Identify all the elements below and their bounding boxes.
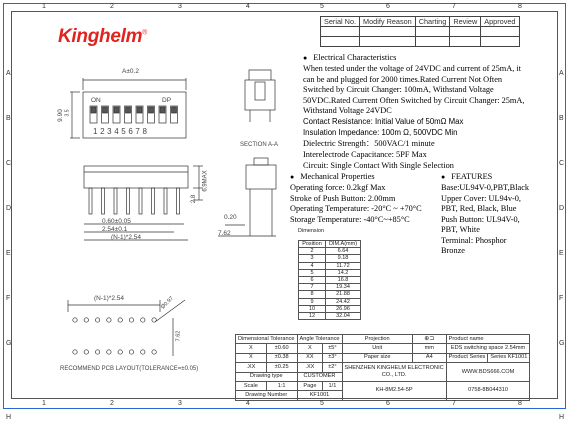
grid-col-bottom-6: 6 bbox=[386, 400, 390, 407]
pcb-hole bbox=[73, 350, 77, 354]
dim-max-label: 6.9MAX bbox=[202, 170, 209, 192]
pcb-hole bbox=[141, 318, 145, 322]
dim-a-value: 14.2 bbox=[326, 269, 361, 276]
electrical-line: Switched by Circuit Changer: 100mA, Withstand Voltage bbox=[303, 85, 494, 94]
drawing-number-label: Drawing Number bbox=[236, 391, 298, 400]
dimension-row bbox=[299, 262, 361, 269]
pin-4 bbox=[127, 188, 130, 214]
feature-line: PBT, White bbox=[441, 225, 480, 234]
dielectric-strength: Dielectric Strength：500VAC/1 minute bbox=[303, 139, 435, 148]
feature-line: Base:UL94V-0,PBT,Black bbox=[441, 183, 530, 192]
grid-row-left-B: B bbox=[6, 115, 11, 122]
contact-resistance: Contact Resistance: Initial Value of 50mΩ Max bbox=[303, 117, 464, 126]
pin-8 bbox=[177, 188, 180, 214]
pcb-hole bbox=[95, 350, 99, 354]
pcb-hole bbox=[84, 350, 88, 354]
dim-a-value: 16.8 bbox=[326, 276, 361, 283]
grid-col-bottom-5: 5 bbox=[320, 400, 324, 407]
insulation-impedance: Insulation Impedance: 100m Ω, 500VDC Min bbox=[303, 128, 458, 137]
electrical-line: 50VDC.Rated Current Often Switched by Circuit Changer: 25mA, bbox=[303, 95, 525, 105]
dimension-row bbox=[299, 276, 361, 283]
pcb-dia-label: Ø0.97 bbox=[160, 295, 175, 311]
projection-label: Projection bbox=[342, 335, 412, 344]
scale-value: 1:1 bbox=[266, 381, 297, 390]
dim-pin-label: 0.60±0.05 bbox=[102, 218, 131, 225]
feature-line: Terminal: Phosphor bbox=[441, 235, 507, 245]
dip-knob-5 bbox=[137, 107, 142, 113]
pcb-hole bbox=[84, 318, 88, 322]
grid-col-bottom-8: 8 bbox=[518, 400, 522, 407]
unit-label: Unit bbox=[342, 344, 412, 353]
grid-col-top-5: 5 bbox=[320, 3, 324, 10]
dim-pitch-label: 2.54±0.1 bbox=[102, 226, 128, 233]
grid-col-bottom-3: 3 bbox=[178, 400, 182, 407]
ang-x-val: ±5° bbox=[323, 344, 342, 353]
dip-knob-3 bbox=[114, 107, 119, 113]
paper-size-label: Paper size bbox=[342, 353, 412, 362]
pcb-hole bbox=[152, 350, 156, 354]
pin-2 bbox=[102, 188, 105, 214]
ang-dotxx-val: ±2° bbox=[323, 363, 342, 372]
part-number: KH-8M2.54-5P bbox=[342, 381, 446, 400]
dimension-row bbox=[299, 312, 361, 319]
pin-7 bbox=[164, 188, 167, 214]
tol-dotxx: .XX bbox=[236, 363, 267, 372]
paper-size-value: A4 bbox=[412, 353, 446, 362]
pcb-hole bbox=[129, 350, 133, 354]
grid-row-right-A: A bbox=[559, 70, 564, 77]
pcb-hole bbox=[141, 350, 145, 354]
mechanical-heading: ● Mechanical Properties bbox=[290, 172, 375, 181]
electrical-line: can be and plugged for 2000 times.Rated Current Not Often bbox=[303, 74, 503, 84]
pcb-hole bbox=[95, 318, 99, 322]
grid-row-left-F: F bbox=[6, 295, 11, 302]
page-label: Page bbox=[297, 381, 323, 390]
position-value: 2 bbox=[299, 248, 326, 255]
feature-line: Bronze bbox=[441, 246, 465, 255]
mechanical-line: Operating Temperature: -20°C ~ +70°C bbox=[290, 204, 422, 213]
grid-row-left-H: H bbox=[6, 414, 12, 421]
section-label: SECTION A-A bbox=[240, 142, 279, 148]
unit-value: mm bbox=[412, 344, 446, 353]
position-value: 12 bbox=[299, 312, 326, 319]
dimension-row bbox=[299, 248, 361, 255]
electrical-line: Withstand Voltage 24VDC bbox=[303, 106, 392, 115]
dim-a-value: 26.96 bbox=[326, 305, 361, 312]
dip-knob-8 bbox=[172, 107, 177, 113]
mechanical-line: Stroke of Push Button: 2.00mm bbox=[290, 193, 396, 203]
grid-row-right-G: G bbox=[559, 340, 565, 347]
grid-col-top-2: 2 bbox=[110, 3, 114, 10]
position-value: 10 bbox=[299, 305, 326, 312]
tol-xx: X bbox=[236, 353, 267, 362]
dim-a-value: 6.64 bbox=[326, 248, 361, 255]
pcb-hole bbox=[107, 350, 111, 354]
title-block bbox=[235, 334, 530, 401]
pin-1 bbox=[89, 188, 92, 214]
dip-knob-6 bbox=[149, 107, 154, 113]
scale-label: Scale bbox=[236, 381, 267, 390]
pcb-hole bbox=[118, 350, 122, 354]
grid-row-left-E: E bbox=[6, 250, 11, 257]
dim-28-label: 2.8 bbox=[191, 194, 198, 204]
grid-col-bottom-1: 1 bbox=[42, 400, 46, 407]
grid-row-left-D: D bbox=[6, 205, 12, 212]
interelectrode-capacitance: Interelectrode Capacitance: 5PF Max bbox=[303, 150, 427, 159]
dim-a-value: 21.88 bbox=[326, 291, 361, 298]
dimension-title: Dimension bbox=[298, 228, 324, 234]
dim-a-value: 19.34 bbox=[326, 284, 361, 291]
dimension-row bbox=[299, 305, 361, 312]
switch-numbers: 1 2 3 4 5 6 7 8 bbox=[93, 127, 148, 136]
pcb-hole bbox=[107, 318, 111, 322]
pcb-hole bbox=[129, 318, 133, 322]
feature-line: PBT, Red, Black, Blue bbox=[441, 204, 517, 213]
position-value: 8 bbox=[299, 291, 326, 298]
grid-row-right-C: C bbox=[559, 160, 565, 167]
dim-a-value: 11.72 bbox=[326, 262, 361, 269]
grid-col-top-7: 7 bbox=[452, 3, 456, 10]
grid-row-left-A: A bbox=[6, 70, 11, 77]
grid-col-top-3: 3 bbox=[178, 3, 182, 10]
projection-symbol: ⊕⊐ bbox=[412, 335, 446, 344]
position-value: 9 bbox=[299, 298, 326, 305]
mechanical-line: Storage Temperature: -40°C~+85°C bbox=[290, 214, 410, 224]
dim-a-value: 9.18 bbox=[326, 255, 361, 262]
grid-row-right-B: B bbox=[559, 115, 564, 122]
grid-row-right-F: F bbox=[559, 295, 564, 302]
dim-header-dima: DIM.A(mm) bbox=[326, 241, 361, 248]
dp-label: DP bbox=[162, 97, 172, 104]
dim-tolerance-header: Dimensional Tolerance bbox=[236, 335, 298, 344]
dim-a-value: 24.42 bbox=[326, 298, 361, 305]
pcb-hole bbox=[73, 318, 77, 322]
pin-5 bbox=[139, 188, 142, 214]
ang-xx: XX bbox=[297, 353, 323, 362]
grid-row-left-G: G bbox=[6, 340, 12, 347]
grid-row-right-E: E bbox=[559, 250, 564, 257]
dimension-row bbox=[299, 269, 361, 276]
position-value: 4 bbox=[299, 262, 326, 269]
electrical-heading: ● Electrical Characteristics bbox=[303, 53, 396, 63]
dip-knob-4 bbox=[126, 107, 131, 113]
pcb-caption: RECOMMEND PCB LAYOUT(TOLERANCE=±0.05) bbox=[60, 366, 199, 372]
position-value: 6 bbox=[299, 276, 326, 283]
product-series-label: Product Series bbox=[446, 353, 488, 362]
pcb-762-label: 7.62 bbox=[175, 330, 182, 342]
drawing-type-label: Drawing type bbox=[236, 372, 298, 381]
product-series-value: Series KF1001 bbox=[488, 353, 530, 362]
angle-tolerance-header: Angle Tolerance bbox=[297, 335, 342, 344]
on-label: ON bbox=[91, 97, 101, 104]
rev-header-serial: Serial No. bbox=[321, 17, 360, 27]
brand-logo: Kinghelm® bbox=[58, 26, 148, 47]
grid-col-top-4: 4 bbox=[246, 3, 250, 10]
dimension-row bbox=[299, 291, 361, 298]
dim-020-label: 0.20 bbox=[224, 214, 237, 221]
tol-x: X bbox=[236, 344, 267, 353]
product-description: EDS switching space 2.54mm bbox=[446, 344, 530, 353]
grid-col-top-1: 1 bbox=[42, 3, 46, 10]
tol-x-val: ±0.60 bbox=[266, 344, 297, 353]
grid-col-top-8: 8 bbox=[518, 3, 522, 10]
grid-col-top-6: 6 bbox=[386, 3, 390, 10]
feature-line: Push Button: UL94V-0, bbox=[441, 214, 520, 224]
page-value: 1/1 bbox=[323, 381, 342, 390]
feature-line: Upper Cover: UL94v-0, bbox=[441, 193, 521, 203]
dimension-table bbox=[298, 240, 361, 320]
product-name-label: Product name bbox=[446, 335, 530, 344]
rev-header-approved: Approved bbox=[481, 17, 519, 27]
dim-762-label: 7.62 bbox=[218, 230, 231, 237]
dim-span-label: (N-1)*2.54 bbox=[111, 234, 141, 241]
dim-small-label: 3.5 bbox=[64, 109, 71, 117]
mechanical-line: Operating force: 0.2kgf Max bbox=[290, 183, 386, 192]
grid-row-left-C: C bbox=[6, 160, 12, 167]
company-website: WWW.BDS666.COM bbox=[446, 363, 530, 382]
features-heading: ● FEATURES bbox=[441, 172, 492, 181]
dip-knob-7 bbox=[160, 107, 165, 113]
tol-dotxx-val: ±0.25 bbox=[266, 363, 297, 372]
pcb-hole bbox=[118, 318, 122, 322]
dim-width-label: A±0.2 bbox=[122, 68, 139, 75]
document-number: 0758-8B044310 bbox=[446, 381, 530, 400]
tol-xx-val: ±0.38 bbox=[266, 353, 297, 362]
dip-knob-2 bbox=[103, 107, 108, 113]
dim-header-position: Position bbox=[299, 241, 326, 248]
dim-a-value: 32.04 bbox=[326, 312, 361, 319]
ang-dotxx: .XX bbox=[297, 363, 323, 372]
dimension-row bbox=[299, 255, 361, 262]
customer-label: CUSTOMER bbox=[297, 372, 342, 381]
pin-6 bbox=[152, 188, 155, 214]
grid-row-right-D: D bbox=[559, 205, 565, 212]
pin-3 bbox=[114, 188, 117, 214]
pcb-span-label: (N-1)*2.54 bbox=[94, 295, 124, 302]
dim-height-label: 9.90 bbox=[56, 109, 64, 122]
grid-col-bottom-2: 2 bbox=[110, 400, 114, 407]
company-name: SHENZHEN KINGHELM ELECTRONIC CO., LTD. bbox=[342, 363, 446, 382]
position-value: 3 bbox=[299, 255, 326, 262]
rev-header-charting: Charting bbox=[415, 17, 450, 27]
rev-header-reason: Modify Reason bbox=[360, 17, 416, 27]
ang-x: X bbox=[297, 344, 323, 353]
position-value: 5 bbox=[299, 269, 326, 276]
circuit-type: Circuit: Single Contact With Single Selection bbox=[303, 161, 454, 170]
dimension-row bbox=[299, 298, 361, 305]
grid-row-right-H: H bbox=[559, 414, 565, 421]
ang-xx-val: ±3° bbox=[323, 353, 342, 362]
grid-col-bottom-7: 7 bbox=[452, 400, 456, 407]
dimension-row bbox=[299, 284, 361, 291]
electrical-line: When tested under the voltage of 24VDC and current of 25mA, it bbox=[303, 64, 521, 73]
rev-header-review: Review bbox=[450, 17, 481, 27]
grid-col-bottom-4: 4 bbox=[246, 400, 250, 407]
dip-knob-1 bbox=[91, 107, 96, 113]
position-value: 7 bbox=[299, 284, 326, 291]
drawing-number-value: KF1001 bbox=[297, 391, 342, 400]
